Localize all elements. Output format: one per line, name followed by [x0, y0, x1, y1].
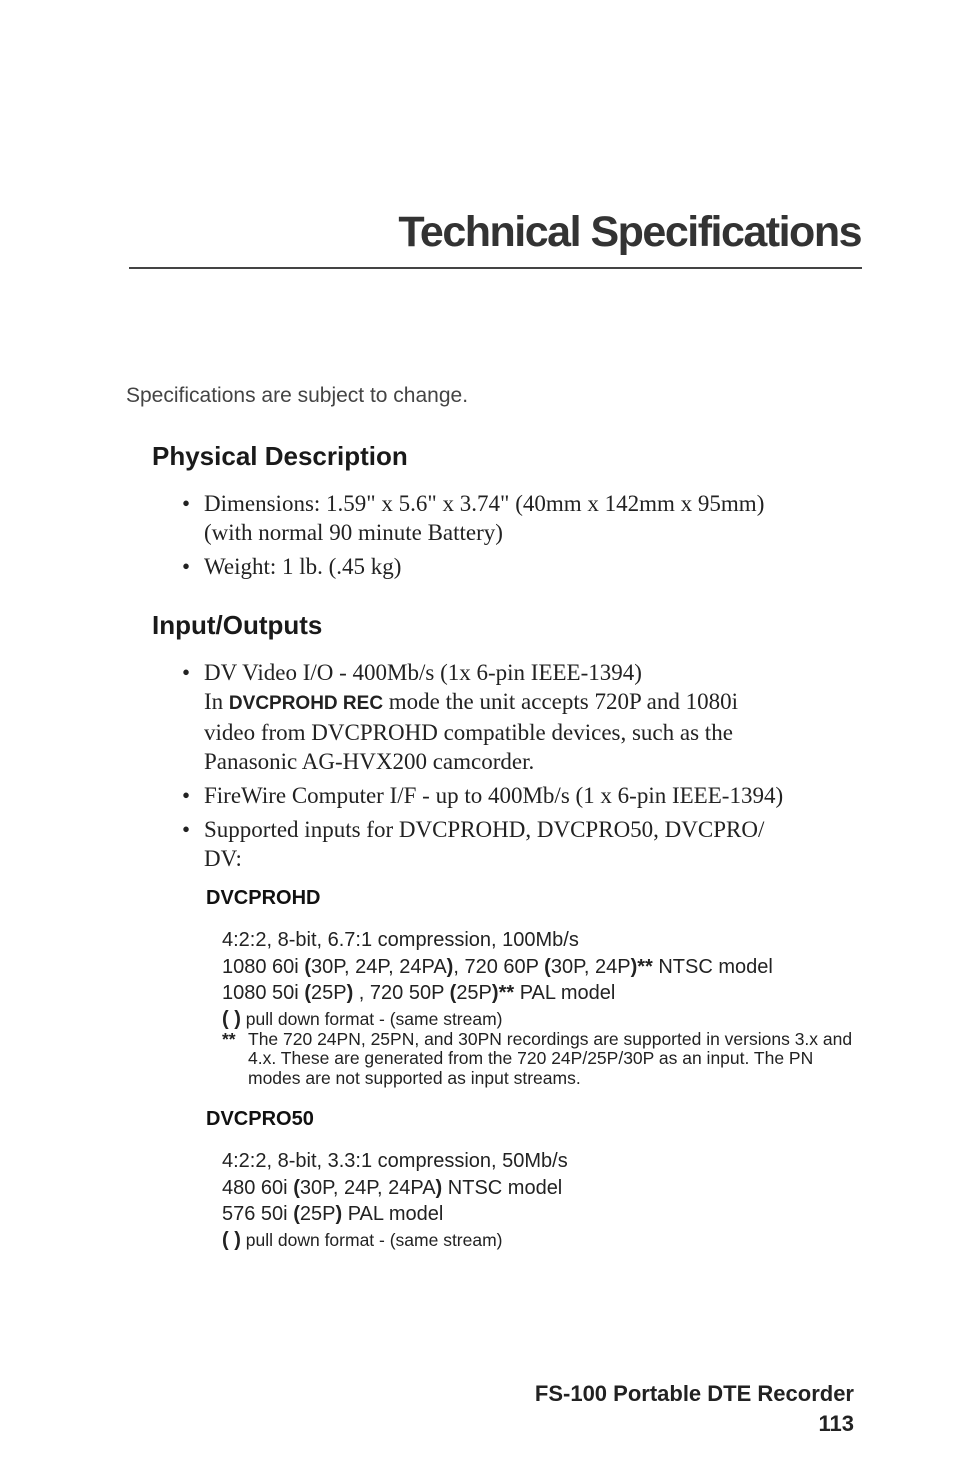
list-item — [180, 552, 870, 581]
bullet-icon: • — [182, 554, 191, 579]
supported-inputs-text: DV: — [204, 846, 242, 871]
bullet-icon: • — [182, 817, 191, 842]
dvcprohd-specs — [222, 927, 862, 1088]
bullet-icon: • — [182, 491, 191, 516]
input-outputs-list — [180, 658, 870, 878]
dv-mode-desc: mode the unit accepts 720P and 1080i — [388, 689, 738, 714]
list-item — [180, 489, 870, 547]
footer-product-name: FS-100 Portable DTE Recorder — [534, 1381, 854, 1406]
dvcpro50-heading: DVCPRO50 — [206, 1108, 314, 1130]
spec-line: 480 60i (30P, 24P, 24PA) NTSC model — [222, 1176, 563, 1199]
dvcprohd-heading: DVCPROHD — [206, 887, 321, 909]
firewire-text: FireWire Computer I/F - up to 400Mb/s (1 x 6-pin IEEE-1394) — [204, 783, 784, 808]
bullet-icon: • — [182, 783, 191, 808]
page-number: 113 — [818, 1411, 854, 1436]
dv-desc-line: Panasonic AG-HVX200 camcorder. — [204, 749, 535, 774]
spec-line: 1080 60i (30P, 24P, 24PA), 720 60P (30P, 24P)** NTSC model — [222, 955, 773, 978]
spec-line: 4:2:2, 8-bit, 3.3:1 compression, 50Mb/s — [222, 1150, 568, 1172]
subject-to-change-note: Specifications are subject to change. — [126, 384, 469, 407]
page-title: Technical Specifications — [398, 208, 861, 256]
input-outputs-heading: Input/Outputs — [152, 610, 323, 640]
dvcpro50-specs — [222, 1148, 862, 1251]
pulldown-note: ( ) pull down format - (same stream) — [222, 1007, 503, 1030]
bullet-icon: • — [182, 660, 191, 685]
dv-in-text: In — [204, 689, 224, 714]
physical-description-list — [180, 489, 870, 586]
physical-description-heading: Physical Description — [152, 441, 408, 471]
dv-mode-label: DVCPROHD REC — [228, 693, 384, 714]
spec-line: 1080 50i (25P) , 720 50P (25P)** PAL model — [222, 982, 616, 1004]
list-item — [180, 815, 870, 873]
dv-video-io-text: DV Video I/O - 400Mb/s (1x 6-pin IEEE-1394) — [204, 660, 642, 685]
dimensions-note: (with normal 90 minute Battery) — [204, 520, 503, 545]
pulldown-note: ( ) pull down format - (same stream) — [222, 1228, 503, 1251]
weight-text: Weight: 1 lb. (.45 kg) — [204, 554, 402, 579]
list-item — [180, 658, 870, 776]
list-item — [180, 781, 870, 810]
title-divider — [129, 267, 862, 269]
dv-desc-line: video from DVCPROHD compatible devices, such as the — [204, 720, 733, 745]
spec-line: 4:2:2, 8-bit, 6.7:1 compression, 100Mb/s — [222, 929, 579, 951]
footnote-mark: ** — [222, 1028, 236, 1049]
dimensions-text: Dimensions: 1.59" x 5.6" x 3.74" (40mm x 142mm x 95mm) — [204, 491, 765, 516]
supported-inputs-text: Supported inputs for DVCPROHD, DVCPRO50, DVCPRO/ — [204, 817, 765, 842]
footnote: ** The 720 24PN, 25PN, and 30PN recordings are supported in versions 3.x and 4.x. These are generated from the 720 24P/25P/30P as an input. The PN modes are not supported as input streams. — [222, 1028, 853, 1088]
spec-line: 576 50i (25P) PAL model — [222, 1203, 444, 1225]
